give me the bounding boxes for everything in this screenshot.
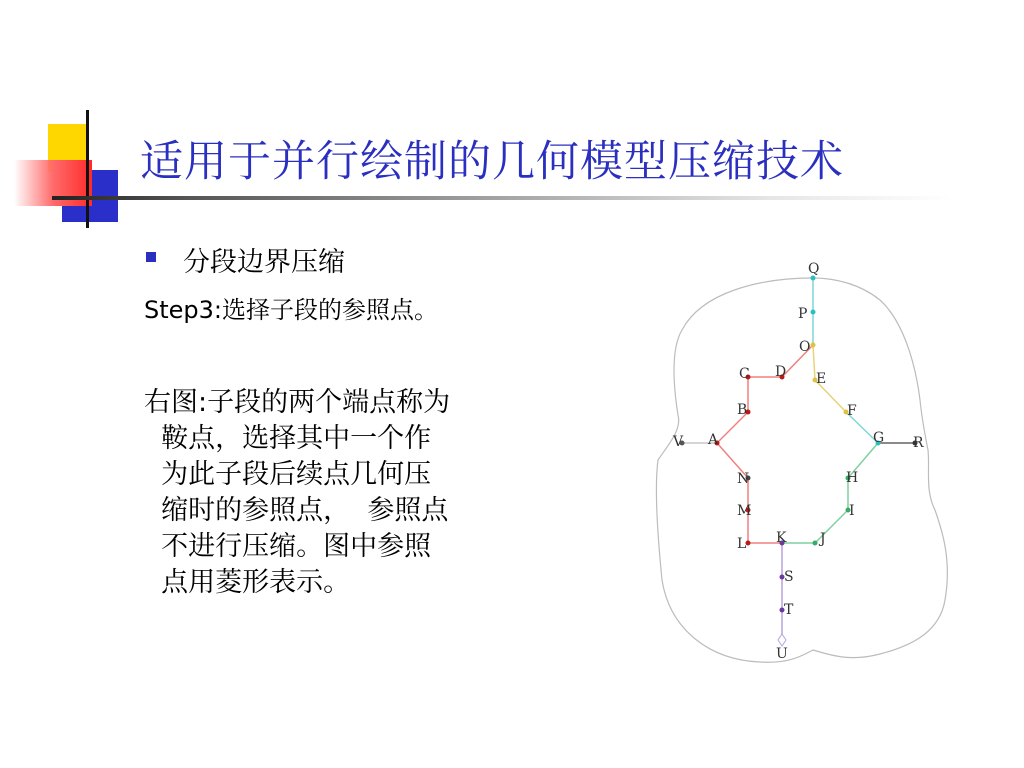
diagram-labels: [672, 261, 924, 662]
label-h: H: [846, 470, 859, 486]
paragraph-line: 缩时的参照点， 参照点: [144, 495, 449, 526]
label-v: V: [673, 434, 684, 450]
label-t: T: [784, 602, 794, 618]
label-s: S: [784, 569, 794, 585]
paragraph-line: 点用菱形表示。: [144, 567, 351, 598]
label-f: F: [847, 403, 857, 419]
paragraph-line: 为此子段后续点几何压: [144, 459, 432, 490]
boundary-segment-diagram: [640, 250, 980, 670]
paragraph-line: 鞍点，选择其中一个作: [144, 423, 432, 454]
label-a: A: [708, 432, 719, 448]
label-g: G: [873, 430, 885, 446]
point-j: [813, 541, 818, 546]
description-paragraph: [144, 385, 450, 601]
label-n: N: [737, 471, 750, 487]
label-r: R: [913, 435, 924, 451]
label-d: D: [775, 364, 787, 380]
title-underline: [52, 196, 952, 200]
bullet-heading: 分段边界压缩: [183, 247, 345, 278]
bullet-square-icon: [146, 252, 156, 262]
label-b: B: [737, 402, 748, 418]
segment-ghijk: [782, 443, 878, 543]
model-outline: [656, 278, 947, 662]
label-j: J: [820, 531, 826, 547]
diagram-points: [680, 276, 918, 647]
step-text: Step3:选择子段的参照点。: [144, 296, 438, 324]
label-o: O: [799, 339, 811, 355]
segment-anmlk: [717, 443, 782, 543]
point-o: [811, 343, 816, 348]
paragraph-line: 右图:子段的两个端点称为: [144, 387, 451, 418]
label-l: L: [737, 536, 747, 552]
paragraph-line: 不进行压缩。图中参照: [144, 531, 432, 562]
label-i: I: [849, 503, 855, 519]
label-q: Q: [808, 261, 820, 277]
label-e: E: [816, 371, 827, 387]
point-p: [811, 310, 816, 315]
label-m: M: [737, 503, 752, 519]
label-p: P: [798, 306, 808, 322]
segment-odcba: [717, 345, 813, 443]
label-k: K: [776, 530, 787, 546]
label-c: C: [739, 366, 750, 382]
reference-point-diamond: [778, 634, 786, 646]
slide-title: 适用于并行绘制的几何模型压缩技术: [140, 137, 844, 187]
label-u: U: [776, 646, 788, 662]
decor-vertical-line: [86, 110, 89, 228]
